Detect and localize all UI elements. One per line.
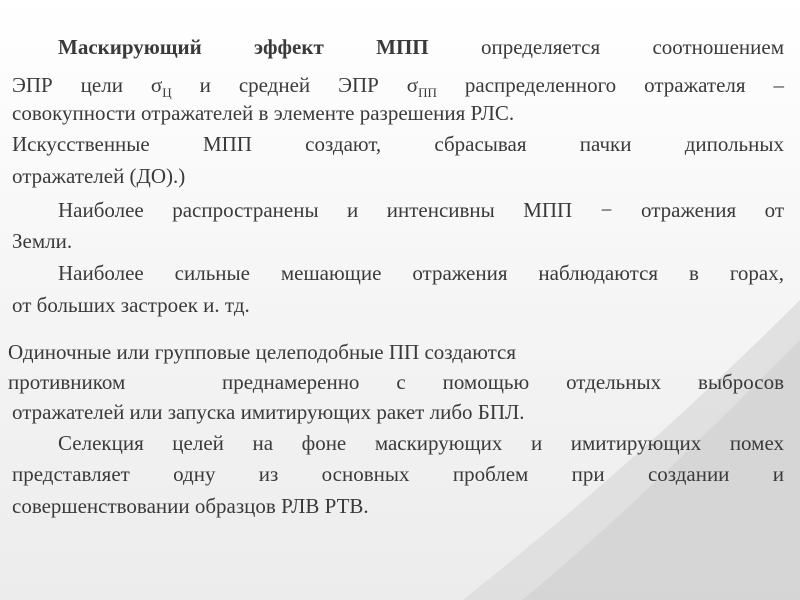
p4-line1: Наиболее сильные мешающие отражения наблюдаются в горах, (58, 261, 784, 285)
p4-line2: от больших застроек и. тд. (12, 293, 250, 317)
p5-line2-left: противником (8, 370, 126, 394)
p1-sub-target: Ц (162, 85, 172, 101)
p1-line1-rest: определяется соотношением (480, 35, 784, 59)
p1-sub-pp: ПП (418, 85, 437, 101)
p1-line2 (12, 72, 785, 101)
p2-line2: отражателей (ДО).) (12, 164, 186, 188)
p6-line1: Селекция целей на фоне маскирующих и имитирующих помех (58, 431, 784, 455)
p1-bold-lead: Маскирующий эффект МПП (58, 35, 429, 59)
p1-line1 (58, 34, 784, 60)
p3-line1: Наиболее распространены и интенсивны МПП − отражения от (58, 198, 784, 222)
p2-line1: Искусственные МПП создают, сбрасывая пачки дипольных (12, 132, 784, 156)
p1-line3: совокупности отражателей в элементе разрешения РЛС. (12, 101, 515, 125)
p6-line2: представляет одну из основных проблем при создании и (12, 462, 784, 486)
p1-line2-a: ЭПР цели σ (12, 73, 163, 97)
p1-line2-c: распределенного отражателя – (464, 73, 785, 97)
p1-line2-b: и средней ЭПР σ (199, 73, 419, 97)
p5-line2-right: преднамеренно с помощью отдельных выбросов (222, 370, 784, 394)
p5-line3: отражателей или запуска имитирующих ракет либо БПЛ. (12, 400, 525, 424)
p6-line3: совершенствовании образцов РЛВ РТВ. (12, 494, 369, 518)
p3-line2: Земли. (12, 229, 73, 253)
p5-line1: Одиночные или групповые целеподобные ПП создаются (8, 340, 517, 364)
